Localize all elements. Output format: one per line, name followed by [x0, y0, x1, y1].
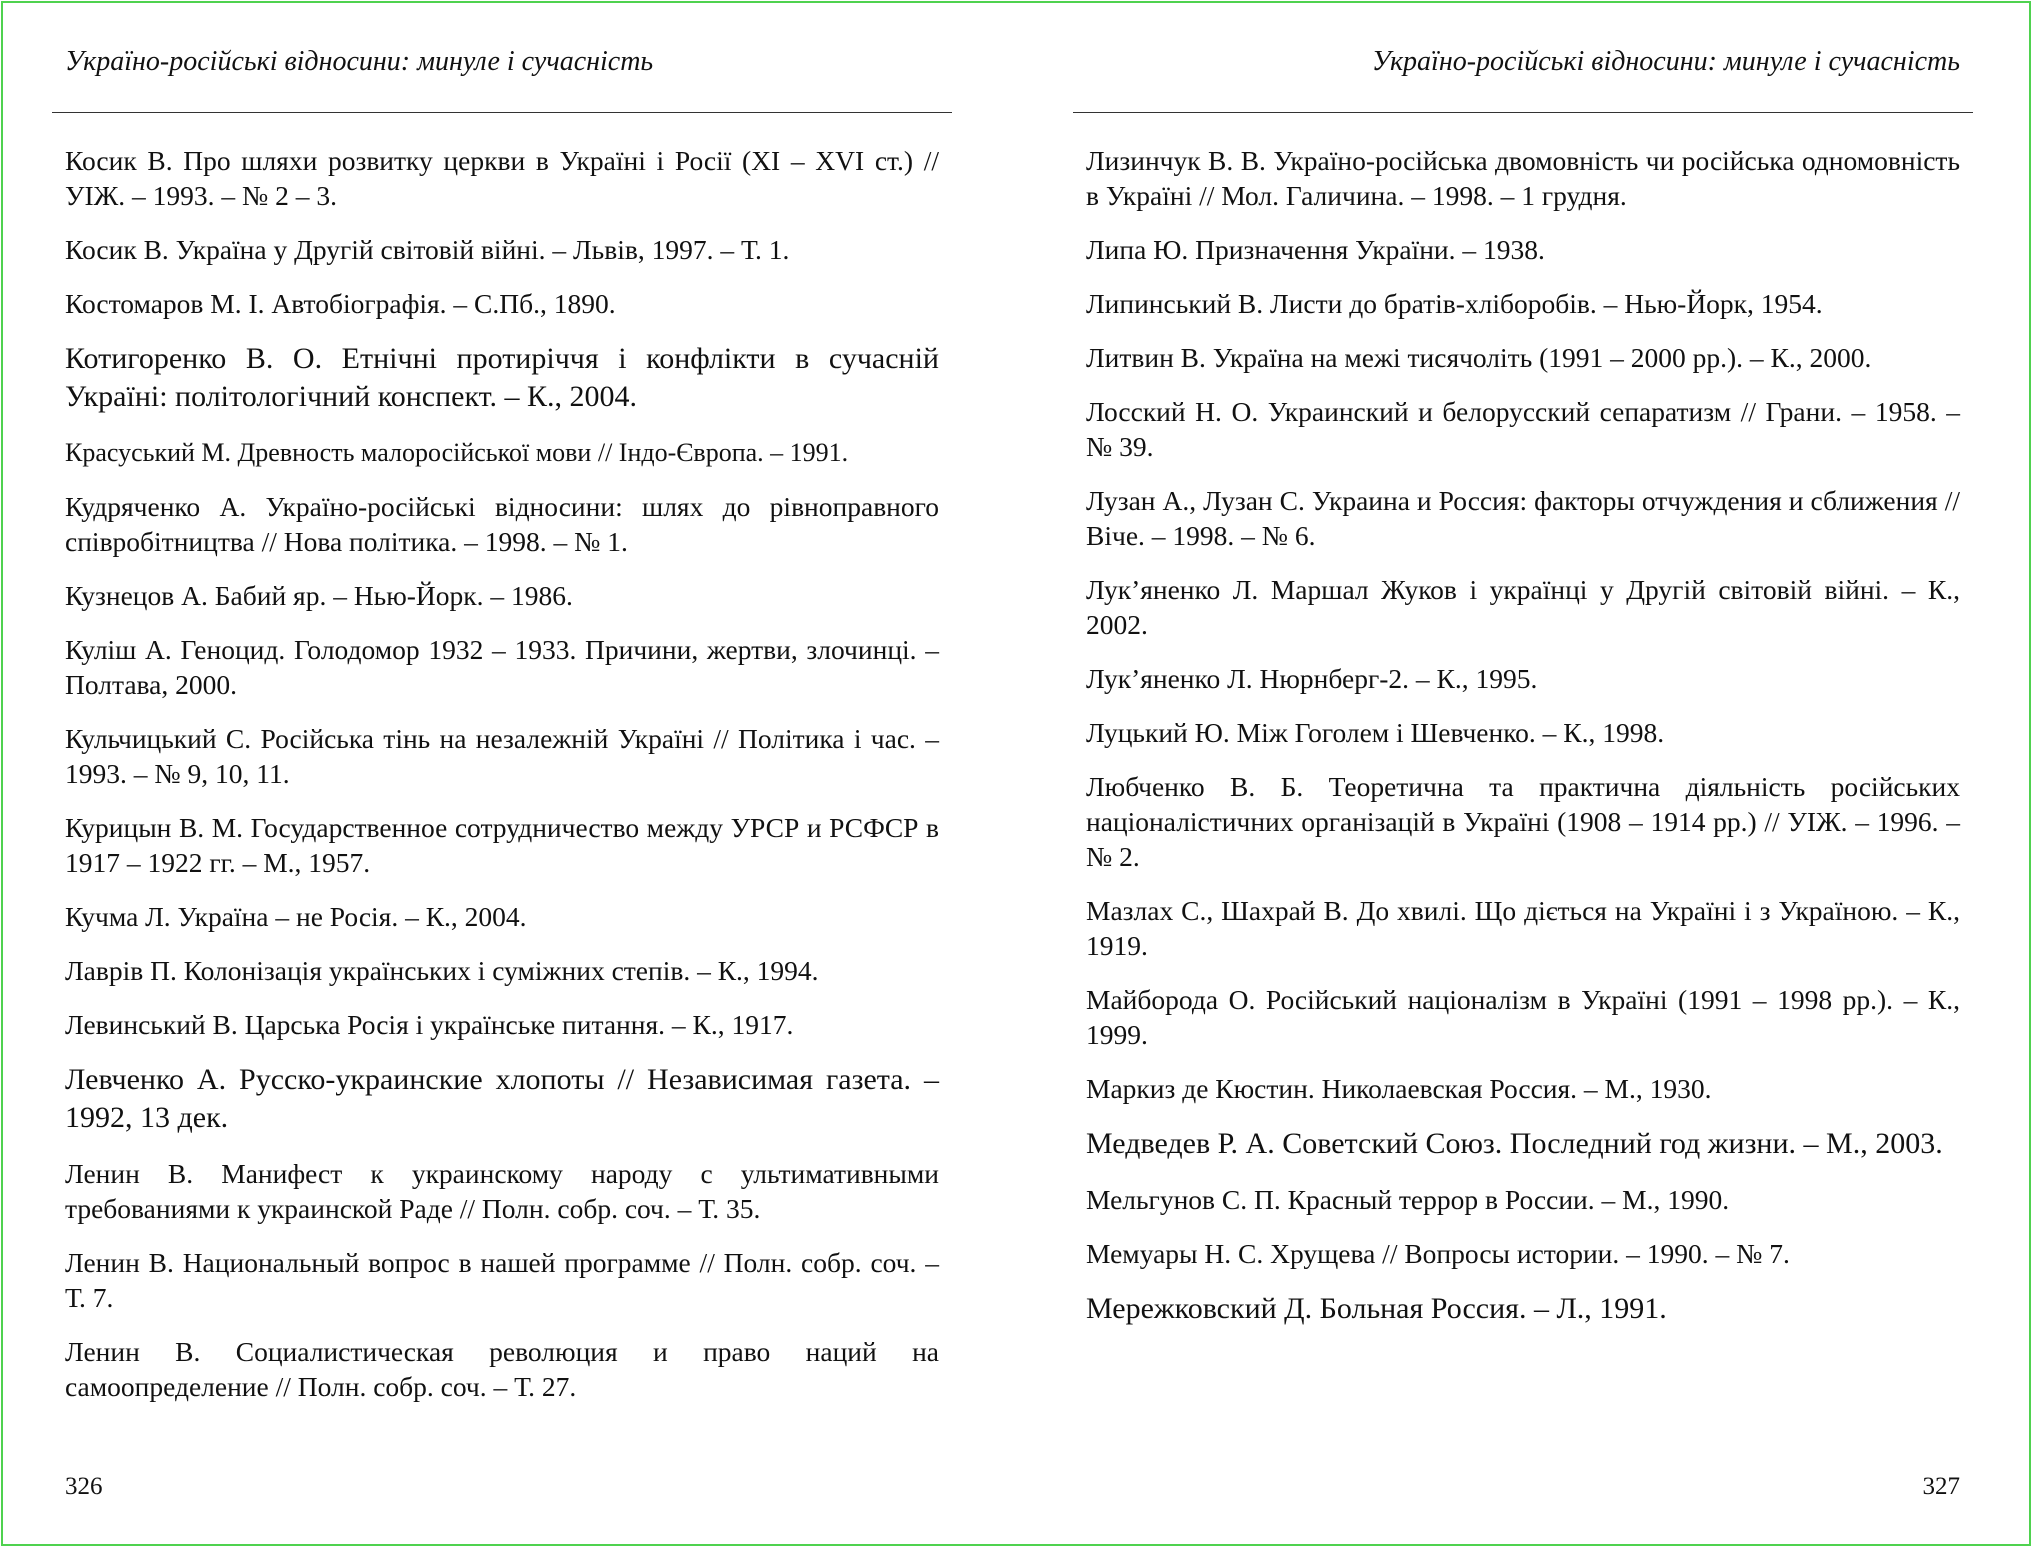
- bibliography-entry: Мазлах С., Шахрай В. До хвилі. Що діється на Україні і з Україною. – К., 1919.: [1086, 895, 1960, 961]
- bibliography-entry: Мережковский Д. Больная Россия. – Л., 1991.: [1086, 1292, 1667, 1325]
- header-rule: [1073, 112, 1973, 113]
- bibliography-entry: Левинський В. Царська Росія і українське питання. – К., 1917.: [65, 1009, 794, 1040]
- bibliography-entry: Куліш А. Геноцид. Голодомор 1932 – 1933. Причини, жертви, злочинці. – Полтава, 2000.: [65, 634, 939, 700]
- bibliography-entry: Липа Ю. Призначення України. – 1938.: [1086, 234, 1545, 265]
- bibliography-entry: Медведев Р. А. Советский Союз. Последний год жизни. – М., 2003.: [1086, 1127, 1943, 1160]
- right-page: [1073, 0, 1973, 1547]
- bibliography-entry: Левченко А. Русско-украинские хлопоты // Независимая газета. – 1992, 13 дек.: [65, 1063, 939, 1134]
- bibliography-entry: Ленин В. Национальный вопрос в нашей программе // Полн. собр. соч. – Т. 7.: [65, 1247, 939, 1313]
- running-head: Україно-російські відносини: минуле і сучасність: [1371, 46, 1960, 77]
- bibliography-entry: Мельгунов С. П. Красный террор в России. – М., 1990.: [1086, 1184, 1730, 1215]
- bibliography-entry: Костомаров М. І. Автобіографія. – С.Пб., 1890.: [65, 288, 616, 319]
- bibliography-entry: Косик В. Україна у Другій світовій війні. – Львів, 1997. – Т. 1.: [65, 234, 790, 265]
- bibliography-list: [1086, 143, 1960, 1347]
- left-page: [52, 0, 952, 1547]
- bibliography-entry: Литвин В. Україна на межі тисячоліть (1991 – 2000 рр.). – К., 2000.: [1086, 342, 1872, 373]
- page-number: 327: [1922, 1473, 1960, 1500]
- bibliography-entry: Любченко В. Б. Теоретична та практична діяльність російських націоналістичних організацій в Україні (1908 – 1914 рр.) // УІЖ. – 1996. – № 2.: [1086, 771, 1960, 872]
- bibliography-entry: Курицын В. М. Государственное сотрудничество между УРСР и РСФСР в 1917 – 1922 гг. – М., 1957.: [65, 812, 939, 878]
- bibliography-entry: Лосский Н. О. Украинский и белорусский сепаратизм // Грани. – 1958. – № 39.: [1086, 396, 1960, 462]
- bibliography-entry: Котигоренко В. О. Етнічні протиріччя і конфлікти в сучасній Україні: політологічний конспект. – К., 2004.: [65, 342, 939, 413]
- bibliography-entry: Косик В. Про шляхи розвитку церкви в Україні і Росії (XI – XVI ст.) // УІЖ. – 1993. – № 2 – 3.: [65, 145, 939, 211]
- bibliography-entry: Ленин В. Манифест к украинскому народу с ультимативными требованиями к украинской Раде // Полн. собр. соч. – Т. 35.: [65, 1158, 939, 1224]
- bibliography-entry: Лаврів П. Колонізація українських і суміжних степів. – К., 1994.: [65, 955, 819, 986]
- header-rule: [52, 112, 952, 113]
- bibliography-entry: Кузнецов А. Бабий яр. – Нью-Йорк. – 1986.: [65, 580, 573, 611]
- bibliography-entry: Луцький Ю. Між Гоголем і Шевченко. – К., 1998.: [1086, 717, 1665, 748]
- bibliography-entry: Лук’яненко Л. Нюрнберг-2. – К., 1995.: [1086, 663, 1538, 694]
- bibliography-entry: Кудряченко А. Україно-російські відносини: шлях до рівноправного співробітництва // Нова політика. – 1998. – № 1.: [65, 491, 939, 557]
- bibliography-entry: Липинський В. Листи до братів-хліборобів. – Нью-Йорк, 1954.: [1086, 288, 1823, 319]
- bibliography-entry: Майборода О. Російський націоналізм в Україні (1991 – 1998 рр.). – К., 1999.: [1086, 984, 1960, 1050]
- bibliography-entry: Ленин В. Социалистическая революция и право наций на самоопределение // Полн. собр. соч. – Т. 27.: [65, 1336, 939, 1402]
- bibliography-entry: Мемуары Н. С. Хрущева // Вопросы истории. – 1990. – № 7.: [1086, 1238, 1790, 1269]
- page-number: 326: [65, 1473, 103, 1500]
- bibliography-entry: Кучма Л. Україна – не Росія. – К., 2004.: [65, 901, 527, 932]
- bibliography-entry: Маркиз де Кюстин. Николаевская Россия. – М., 1930.: [1086, 1073, 1712, 1104]
- bibliography-entry: Красуський М. Древность малоросійської мови // Індо-Європа. – 1991.: [65, 438, 849, 467]
- bibliography-entry: Лузан А., Лузан С. Украина и Россия: факторы отчуждения и сближения // Віче. – 1998. – № 6.: [1086, 485, 1960, 551]
- running-head: Україно-російські відносини: минуле і сучасність: [65, 46, 654, 77]
- bibliography-entry: Лук’яненко Л. Маршал Жуков і українці у Другій світовій війні. – К., 2002.: [1086, 574, 1960, 640]
- bibliography-entry: Лизинчук В. В. Україно-російська двомовність чи російська одномовність в Україні // Мол. Галичина. – 1998. – 1 грудня.: [1086, 145, 1960, 211]
- bibliography-list: [65, 143, 939, 1423]
- bibliography-entry: Кульчицький С. Російська тінь на незалежній Україні // Політика і час. – 1993. – № 9, 10, 11.: [65, 723, 939, 789]
